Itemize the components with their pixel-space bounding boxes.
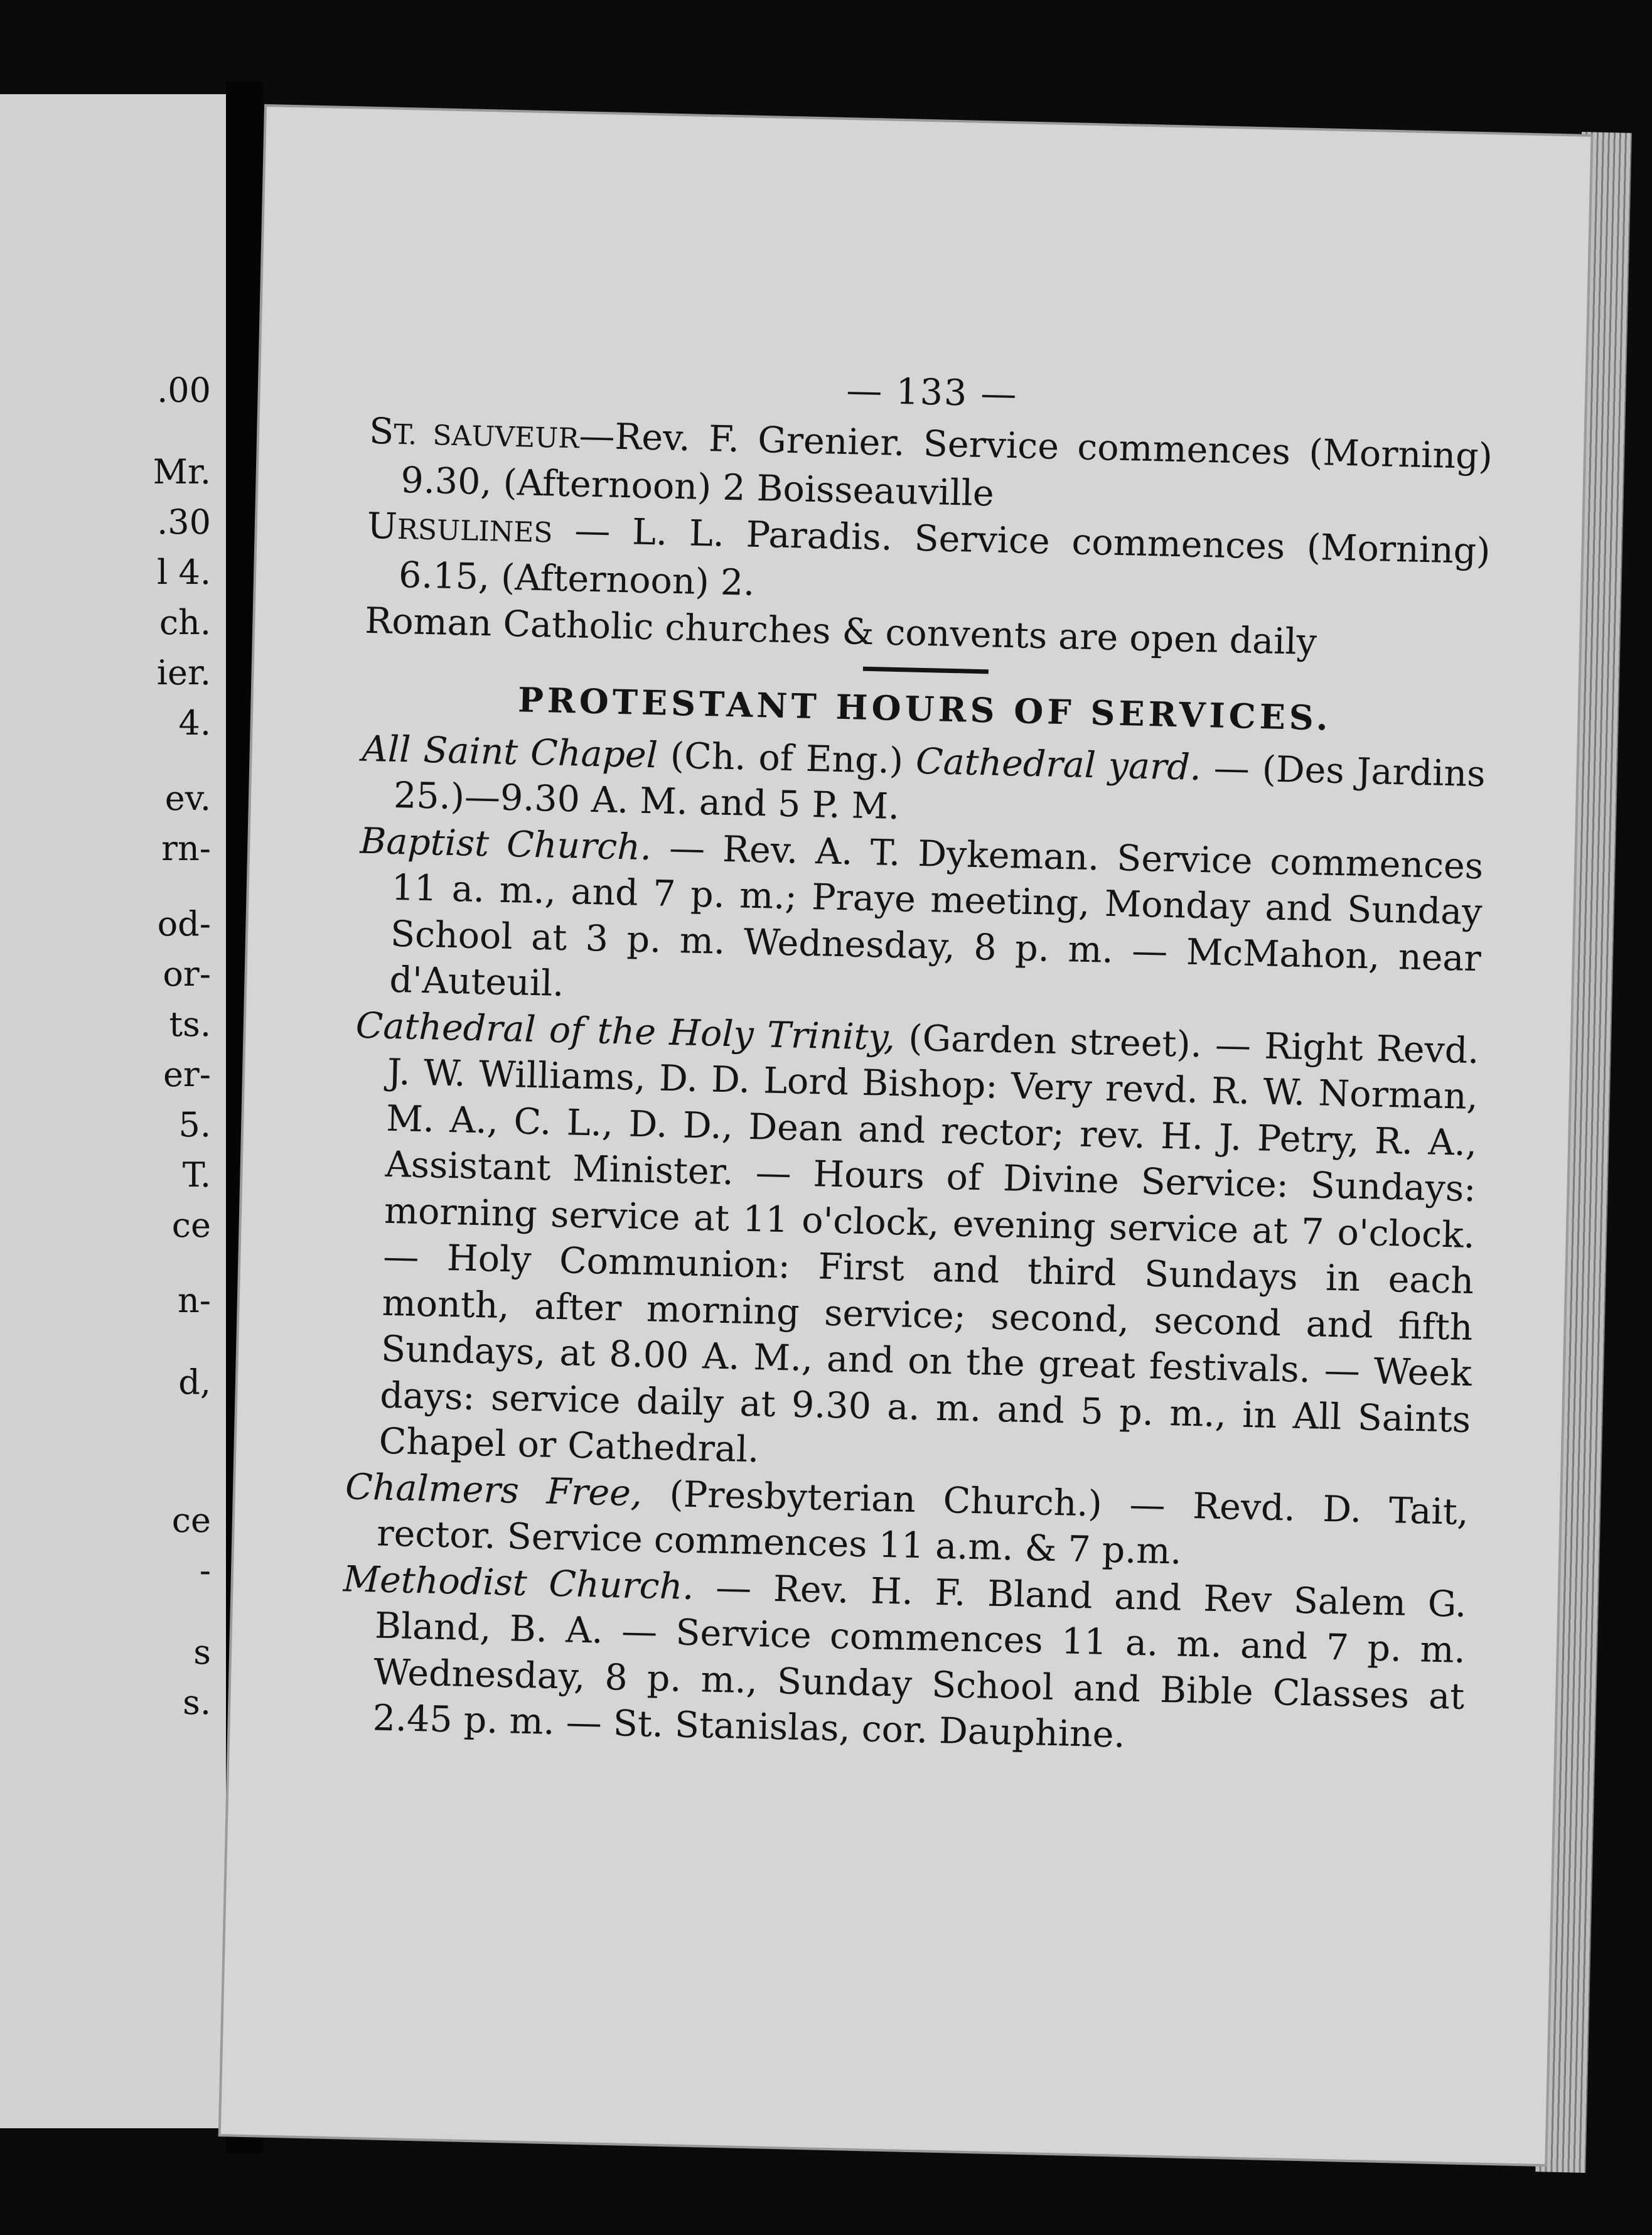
entry-location: Cathedral yard. bbox=[915, 740, 1202, 789]
protestant-entry bbox=[340, 1556, 1467, 1767]
left-fragment: er- bbox=[163, 1055, 211, 1094]
entry-name: T. SAUVEUR bbox=[393, 418, 580, 455]
entry-text: — (Des Jardins 25.)—9.30 A. M. and 5 P. M. bbox=[393, 746, 1486, 828]
left-fragment: or- bbox=[163, 954, 211, 994]
left-fragment: od- bbox=[157, 904, 211, 944]
entry-text: (Garden street). — Right Revd. J. W. Williams, D. D. Lord Bishop: Very revd. R. W. Norman, M. A., C. L., D. D., Dean and rector; rev. H. J. Petry, R. A., Assistant Minister. — Hours of Divine Service: Sundays: morning service at 11 o'clock, evening service at 7 o'clock. — Holy Communion: First and third Sundays in each month, after morning service; second, second and fifth Sundays, at 8.00 A. M., and on the great festivals. — Week days: service daily at 9.30 a. m. and 5 p. m., in All Saints Chapel or Cathedral. bbox=[378, 1016, 1480, 1471]
left-fragment: - bbox=[199, 1551, 211, 1590]
entry-text: — Rev. A. T. Dykeman. Service commences 11 a. m., and 7 p. m.; Praye meeting, Monday and Sunday School at 3 p. m. Wednesday, 8 p. m. — McMahon, near d'Auteuil. bbox=[389, 826, 1484, 1005]
left-fragment: 4. bbox=[178, 703, 211, 743]
church-name: Chalmers Free, bbox=[345, 1465, 643, 1514]
left-fragment: Mr. bbox=[153, 452, 211, 492]
left-fragment: rn- bbox=[161, 829, 211, 868]
page-number: — 133 — bbox=[845, 370, 1019, 416]
left-fragment: d, bbox=[178, 1362, 211, 1402]
left-fragment: ev. bbox=[164, 778, 211, 818]
protestant-entry bbox=[346, 1003, 1479, 1489]
entry-text: (Presbyterian Church.) — Revd. D. Tait, rector. Service commences 11 a.m. & 7 p.m. bbox=[376, 1472, 1469, 1573]
left-fragment: ce bbox=[171, 1500, 211, 1540]
left-fragment: T. bbox=[182, 1155, 211, 1195]
catholic-note: Roman Catholic churches & convents are open daily bbox=[364, 600, 1317, 663]
entry-initial: S bbox=[368, 410, 395, 453]
section-divider bbox=[863, 667, 989, 674]
section-heading: PROTESTANT HOURS OF SERVICES. bbox=[517, 679, 1333, 738]
entry-initial: U bbox=[367, 505, 398, 547]
entry-name: RSULINES bbox=[397, 513, 554, 549]
protestant-entry bbox=[357, 818, 1484, 1028]
left-fragment: s. bbox=[183, 1683, 211, 1722]
left-fragment: .00 bbox=[157, 370, 211, 410]
entry-text: —Rev. F. Grenier. Service commences (Morning) 9.30, (Afternoon) 2 Boisseauville bbox=[400, 414, 1493, 515]
entry-text: — Rev. H. F. Bland and Rev Salem G. Bland, B. A. — Service commences 11 a. m. and 7 p. m. Wednesday, 8 p. m., Sunday School and Bible Classes at 2.45 p. m. — St. Stanislas, cor. Dauphine. bbox=[372, 1566, 1467, 1756]
left-fragment: ts. bbox=[169, 1004, 211, 1044]
church-name: Baptist Church. bbox=[359, 820, 652, 868]
right-page bbox=[221, 107, 1591, 2164]
left-page bbox=[0, 94, 226, 2128]
church-name: Methodist Church. bbox=[343, 1558, 695, 1608]
entry-text: — L. L. Paradis. Service commences (Morning) 6.15, (Afternoon) 2. bbox=[398, 509, 1491, 604]
church-name: Cathedral of the Holy Trinity, bbox=[355, 1004, 896, 1058]
left-fragment: ier. bbox=[156, 653, 211, 692]
left-fragment: .30 bbox=[157, 502, 211, 542]
left-fragment: s bbox=[193, 1632, 211, 1672]
left-fragment: l 4. bbox=[157, 552, 211, 592]
church-name: All Saint Chapel bbox=[362, 728, 658, 776]
left-fragment: ch. bbox=[159, 603, 211, 642]
page-content bbox=[340, 357, 1494, 1767]
left-fragment: 5. bbox=[178, 1105, 211, 1144]
entry-text: (Ch. of Eng.) bbox=[657, 734, 916, 782]
left-fragment: ce bbox=[171, 1205, 211, 1245]
left-fragment: n- bbox=[177, 1281, 211, 1320]
